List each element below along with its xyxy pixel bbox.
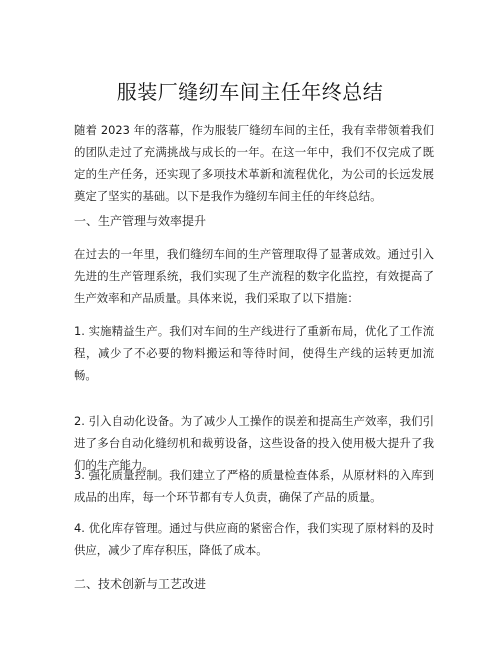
- list-item-inventory: 4. 优化库存管理。通过与供应商的紧密合作，我们实现了原材料的及时供应，减少了库存积压，降低了成本。: [74, 521, 434, 557]
- list-item-automation: 2. 引入自动化设备。为了减少人工操作的误差和提高生产效率，我们引进了多台自动化缝纫机和裁剪设备，这些设备的投入使用极大提升了我们的生产能力。: [74, 414, 434, 472]
- list-item-quality-control: 3. 强化质量控制。我们建立了严格的质量检查体系，从原材料的入库到成品的出库，每一个环节都有专人负责，确保了产品的质量。: [74, 468, 434, 504]
- document-title: 服装厂缝纫车间主任年终总结: [116, 80, 384, 104]
- section-paragraph-production: 在过去的一年里，我们缝纫车间的生产管理取得了显著成效。通过引入先进的生产管理系统，我们实现了生产流程的数字化监控，有效提高了生产效率和产品质量。具体来说，我们采取了以下措施：: [74, 247, 434, 305]
- intro-paragraph: 随着 2023 年的落幕，作为服装厂缝纫车间的主任，我有幸带领着我们的团队走过了充满挑战与成长的一年。在这一年中，我们不仅完成了既定的生产任务，还实现了多项技术革新和流程优化，为公司的长远发展奠定了坚实的基础。以下是我作为缝纫车间主任的年终总结。: [74, 123, 434, 203]
- section-heading-innovation: 二、技术创新与工艺改进: [74, 577, 207, 591]
- section-heading-production: 一、生产管理与效率提升: [74, 214, 207, 228]
- list-item-lean-production: 1. 实施精益生产。我们对车间的生产线进行了重新布局，优化了工作流程，减少了不必要的物料搬运和等待时间，使得生产线的运转更加流畅。: [74, 324, 434, 382]
